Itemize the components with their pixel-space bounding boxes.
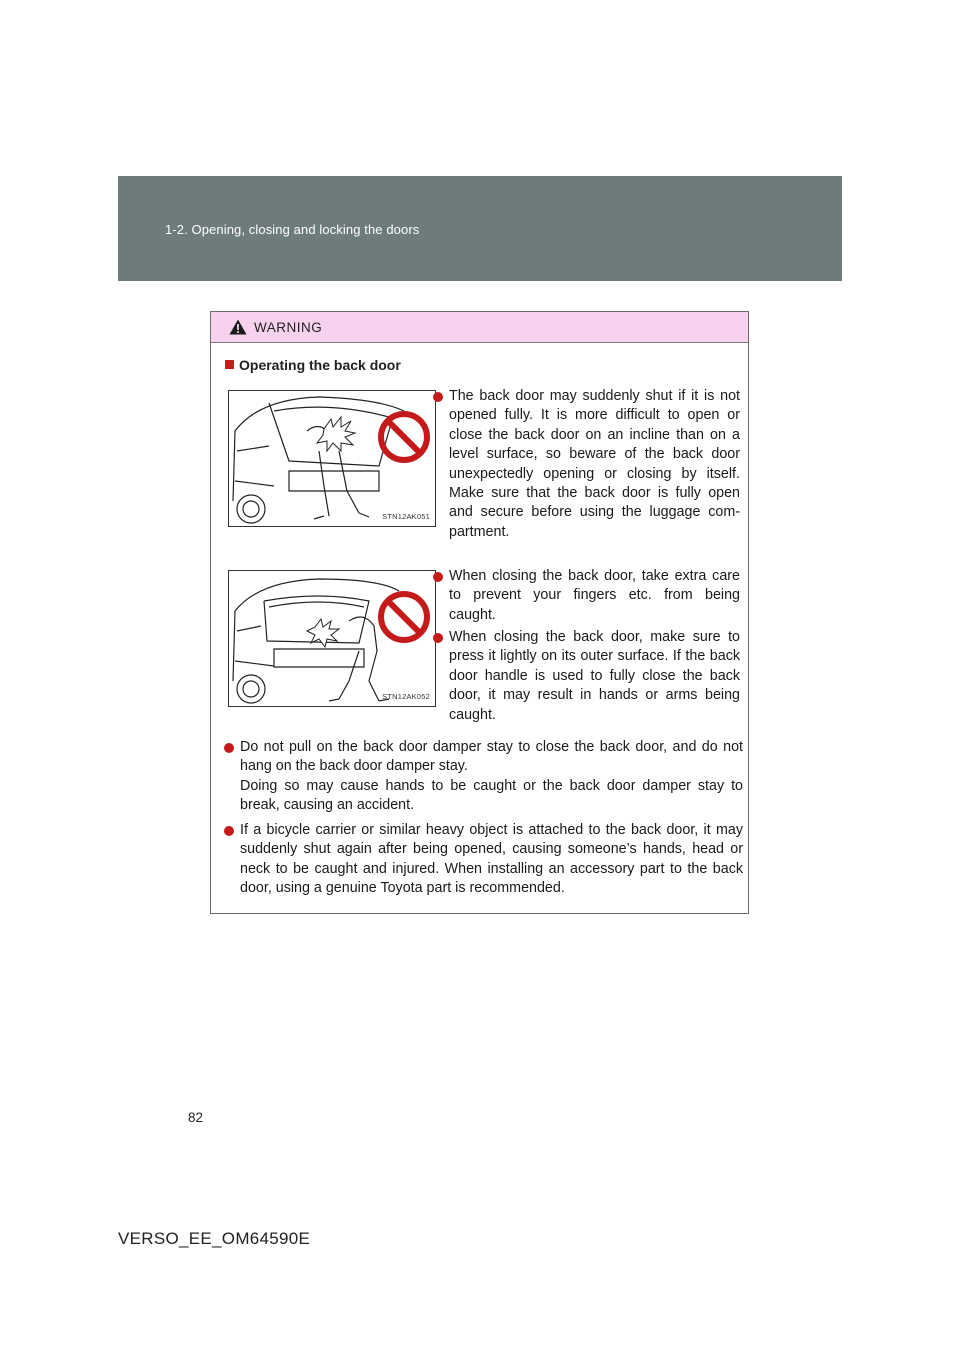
bullet-item: If a bicycle carrier or similar heavy object is attached to the back door, it may suddenly shut again after being opened, causing someone’s hands, head or neck to be caught and injured. When installing an accessory part to the back door, using a genuine Toyota part is recommended. (223, 821, 743, 899)
bullet-dot-icon (433, 572, 443, 582)
section-title: 1-2. Opening, closing and locking the doors (165, 222, 420, 237)
square-bullet-icon (225, 360, 234, 369)
bullet-dot-icon (433, 392, 443, 402)
subheading-text: Operating the back door (239, 357, 401, 373)
bullet-item: Do not pull on the back door damper stay to close the back door, and do not hang on the back door damper stay. Doing so may cause hands to be caught or the back door damper stay to break, causing an accident. (223, 738, 743, 816)
page-number: 82 (188, 1110, 204, 1125)
warning-triangle-icon (229, 319, 247, 335)
warning-header (211, 312, 748, 343)
subheading (225, 357, 401, 373)
figure-back-door-shutting (228, 390, 436, 527)
prohibition-icon (376, 409, 432, 465)
figure-code: STN12AK051 (382, 512, 430, 521)
document-code: VERSO_EE_OM64590E (118, 1229, 311, 1248)
bullet-note: Doing so may cause hands to be caught or the back door damper stay to break, causing an accident. (240, 777, 743, 814)
bullet-dot-icon (224, 743, 234, 753)
bullet-dot-icon (433, 633, 443, 643)
figure-closing-back-door (228, 570, 436, 707)
bullet-item: When closing the back door, make sure to press it lightly on its outer surface. If the back door handle is used to fully close the back door, it may result in hands or arms being caught. (432, 628, 740, 725)
figure-code: STN12AK052 (382, 692, 430, 701)
bullet-item: The back door may suddenly shut if it is not opened fully. It is more difficult to open or close the back door on an incline than on a level surface, so beware of the back door unexpectedly opening or closing by itself. Make sure that the back door is fully open and secure before using the luggage com-partment. (432, 387, 740, 542)
prohibition-icon (376, 589, 432, 645)
bullet-item: When closing the back door, take extra care to prevent your fingers etc. from being caught. (432, 567, 740, 625)
warning-box (210, 311, 749, 914)
warning-label: WARNING (254, 320, 323, 335)
bullet-dot-icon (224, 826, 234, 836)
